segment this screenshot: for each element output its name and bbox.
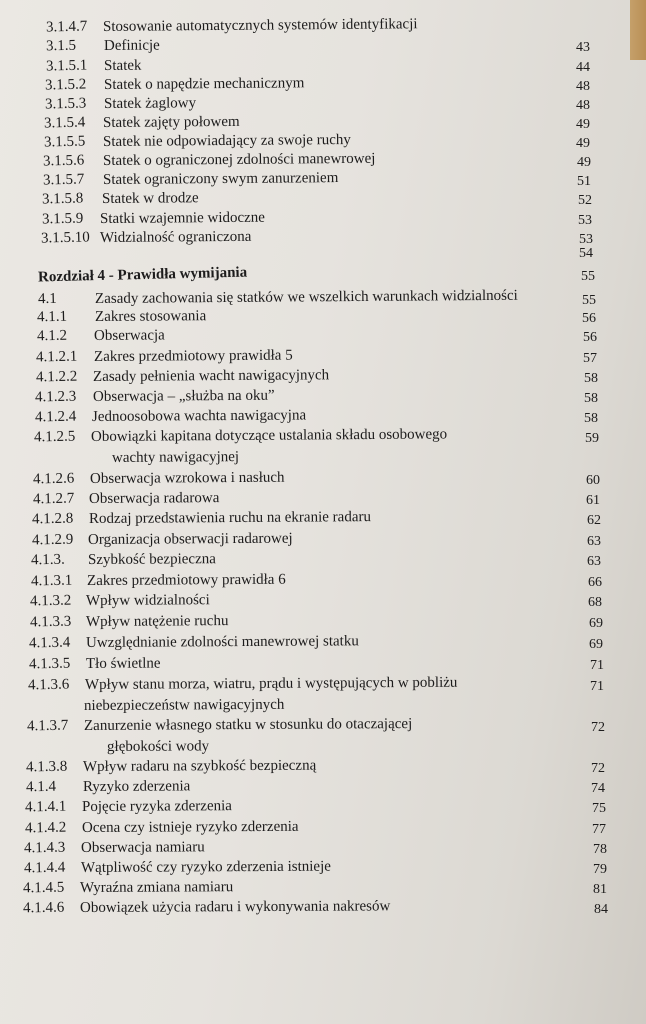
toc-page-number: 71 [590,658,604,673]
toc-section-title: Tło świetlne [85,655,161,672]
toc-page-number: 62 [587,513,601,528]
toc-section-title: Wpływ natężenie ruchu [85,613,229,630]
toc-page-number: 60 [586,473,600,488]
toc-page-number: 61 [586,493,600,508]
toc-page-number: 69 [589,637,603,652]
toc-section-title: Stosowanie automatycznych systemów identyfikacji [102,16,418,35]
toc-section-title: Statek żaglowy [103,95,197,112]
toc-page-number: 44 [576,60,590,75]
toc-page-number: 48 [576,79,590,94]
toc-section-title: Statek w drodze [101,190,199,207]
toc-section-title: niebezpieczeństw nawigacyjnych [83,696,285,714]
toc-section-number: 4.1.4.3 [23,839,66,857]
toc-section-title: Zasady zachowania się statków we wszelkich warunkach widzialności [94,287,518,307]
toc-page-number: 49 [576,136,590,151]
toc-section-title: Zakres stosowania [94,308,207,325]
toc-section-title: Zanurzenie własnego statku w stosunku do otaczającej [83,716,413,734]
toc-page-number: 71 [590,679,604,694]
toc-section-number: 3.1.5.9 [41,210,84,228]
toc-section-title: Wpływ widzialności [85,592,210,609]
toc-section-title: głębokości wody [106,738,210,755]
toc-section-title: Statek o ograniczonej zdolności manewrowej [102,150,376,169]
toc-section-number: 4.1.4.5 [22,879,65,897]
toc-section-title: Szybkość bezpieczna [87,551,216,568]
toc-section-number: 3.1.5.1 [45,57,88,75]
toc-page-number: 56 [583,330,597,345]
toc-section-title: Organizacja obserwacji radarowej [87,530,293,548]
toc-section-title: Definicje [103,37,160,54]
toc-section-title: Statki wzajemnie widoczne [99,209,266,227]
toc-page-number: 51 [577,174,591,189]
toc-section-number: 4.1.3.4 [28,634,71,652]
toc-page-number: 84 [594,902,608,917]
toc-section-number: 4.1.2.5 [33,428,76,446]
toc-page-number: 54 [579,246,593,261]
toc-section-title: Statek o napędzie mechanicznym [103,75,305,93]
toc-section-number: 3.1.5 [45,37,77,55]
toc-section-number: 4.1.4 [25,778,57,796]
toc-section-title: Ocena czy istnieje ryzyko zderzenia [81,818,299,836]
toc-section-number: 4.1.4.6 [22,899,65,917]
toc-section-number: 3.1.5.4 [43,114,86,132]
toc-page-number: 74 [591,781,605,796]
toc-section-number: 4.1 [37,290,57,308]
toc-section-number: 4.1.3. [30,551,65,569]
toc-section-title: Widzialność ograniczona [99,228,252,246]
toc-section-title: Zasady pełnienia wacht nawigacyjnych [92,367,330,385]
toc-section-title: Obserwacja namiaru [80,839,205,856]
toc-section-number: 3.1.5.7 [42,171,85,189]
toc-section-title: Obserwacja [93,327,165,344]
toc-section-number: 3.1.4.7 [45,18,88,36]
toc-page-number: 57 [583,351,597,366]
toc-section-title: Statek [103,57,142,74]
toc-section-number: 4.1.3.2 [29,592,72,610]
toc-page-number: 81 [593,882,607,897]
toc-section-title: wachty nawigacyjnej [111,449,240,466]
toc-section-number: 4.1.2.6 [32,470,75,488]
toc-page-number: 63 [587,554,601,569]
toc-section-title: Obowiązek użycia radaru i wykonywania nakresów [79,898,391,916]
toc-section-title: Statek nie odpowiadający za swoje ruchy [102,131,351,150]
toc-section-title: Jednoosobowa wachta nawigacyjna [91,407,307,425]
toc-section-title: Ryzyko zderzenia [82,778,191,795]
toc-page-number: 49 [576,117,590,132]
toc-section-number: 4.1.4.2 [24,819,67,837]
toc-page-number: 72 [591,761,605,776]
toc-section-title: Obserwacja radarowa [88,490,220,507]
toc-page-number: 52 [578,193,592,208]
toc-page-number: 69 [589,616,603,631]
toc-section-title: Obserwacja – „służba na oku” [92,387,275,405]
toc-page-number: 56 [582,311,596,326]
toc-section-number: 4.1.2.7 [32,490,75,508]
toc-page-number: 48 [576,98,590,113]
toc-page-number: 58 [584,371,598,386]
toc-section-number: 3.1.5.10 [40,229,90,247]
toc-page-number: 66 [588,575,602,590]
toc-section-title: Statek zajęty połowem [102,113,240,131]
toc-page-number: 63 [587,534,601,549]
toc-section-title: Wyraźna zmiana namiaru [79,879,234,896]
toc-section-number: 4.1.2.9 [31,531,74,549]
toc-section-title: Obserwacja wzrokowa i nasłuch [89,469,285,487]
toc-section-number: 4.1.3.5 [28,655,71,673]
toc-section-number: 4.1.2.1 [35,348,78,366]
toc-section-title: Zakres przedmiotowy prawidła 6 [86,571,286,589]
toc-section-title: Statek ograniczony swym zanurzeniem [102,170,339,188]
toc-section-number: 3.1.5.5 [43,133,86,151]
toc-section-number: 4.1.3.3 [29,613,72,631]
toc-section-number: 4.1.2 [36,327,68,345]
toc-section-number: 4.1.4.4 [23,859,66,877]
toc-section-number: 4.1.4.1 [24,798,67,816]
toc-section-title: Uwzględnianie zdolności manewrowej statku [85,633,359,651]
toc-page-number: 53 [579,232,593,247]
toc-section-title: Pojęcie ryzyka zderzenia [81,798,232,815]
toc-section-number: 4.1.3.6 [27,676,70,694]
table-edge [630,0,646,60]
toc-section-title: Wpływ radaru na szybkość bezpieczną [82,757,317,775]
toc-section-title: Wątpliwość czy ryzyko zderzenia istnieje [80,858,331,876]
chapter-heading: Rozdział 4 - Prawidła wymijania [37,264,248,286]
toc-section-title: Rodzaj przedstawienia ruchu na ekranie radaru [88,509,372,527]
toc-section-number: 3.1.5.3 [44,95,87,113]
toc-section-number: 4.1.3.1 [30,572,73,590]
toc-section-number: 4.1.2.2 [35,368,78,386]
toc-page-number: 72 [591,720,605,735]
toc-section-number: 3.1.5.6 [42,152,85,170]
toc-section-title: Zakres przedmiotowy prawidła 5 [93,347,293,365]
toc-section-title: Obowiązki kapitana dotyczące ustalania składu osobowego [90,426,448,445]
toc-section-number: 3.1.5.8 [41,190,84,208]
toc-page-number: 79 [593,862,607,877]
toc-page-number: 78 [593,842,607,857]
toc-section-number: 4.1.3.8 [25,758,68,776]
toc-section-number: 4.1.3.7 [26,717,69,735]
toc-section-number: 4.1.1 [36,308,68,326]
toc-page-number: 75 [592,801,606,816]
toc-page-number: 77 [592,822,606,837]
toc-section-title: Wpływ stanu morza, wiatru, prądu i występujących w pobliżu [84,674,458,693]
toc-page-number: 68 [588,595,602,610]
toc-page-number: 55 [582,293,596,308]
toc-page-number: 53 [578,213,592,228]
toc-page-number: 49 [577,155,591,170]
toc-page-number: 43 [576,40,590,55]
toc-page-number: 58 [584,391,598,406]
toc-page-number: 59 [585,431,599,446]
toc-page-number: 58 [584,411,598,426]
toc-section-number: 3.1.5.2 [44,76,87,94]
toc-section-number: 4.1.2.4 [34,408,77,426]
toc-section-number: 4.1.2.8 [31,510,74,528]
toc-section-number: 4.1.2.3 [34,388,77,406]
toc-page-number: 55 [581,269,595,284]
